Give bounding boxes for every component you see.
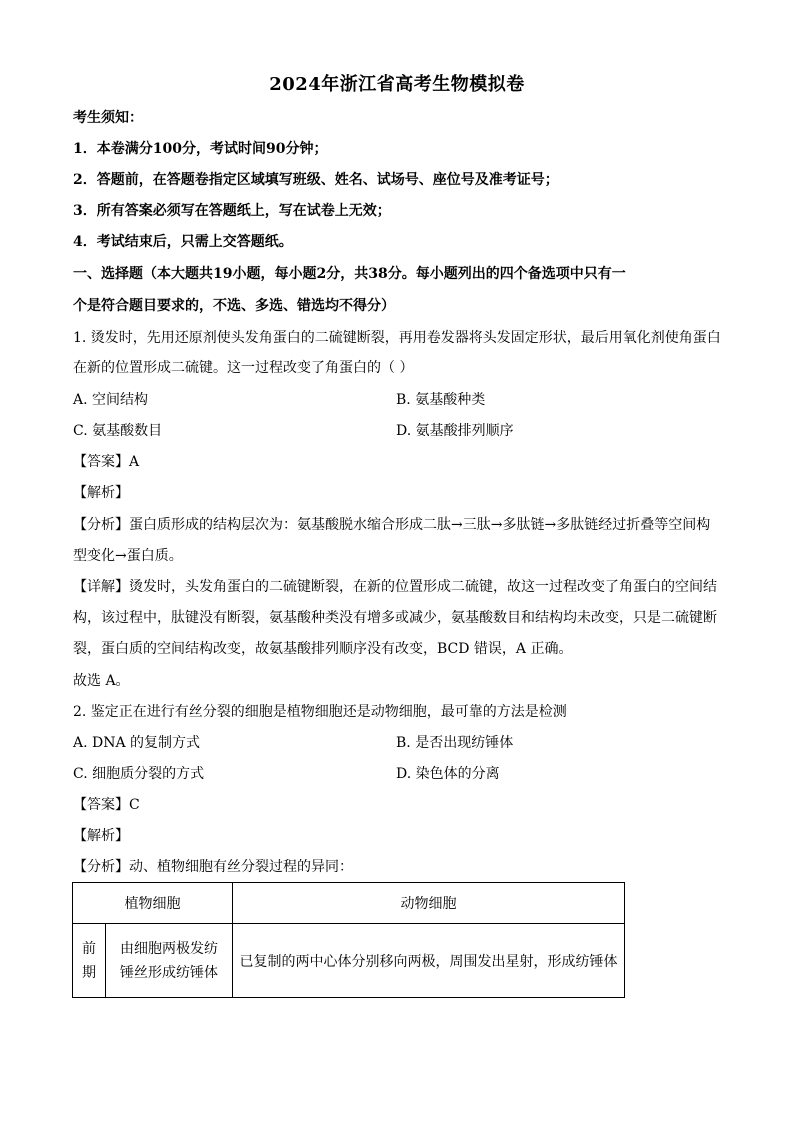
notice-item-1: 1．本卷满分100分，考试时间90分钟； — [73, 141, 328, 157]
plant-line-1: 由细胞两极发纺 — [120, 940, 218, 957]
notice-item-2: 2．答题前，在答题卷指定区域填写班级、姓名、试场号、座位号及准考证号； — [73, 172, 559, 188]
plant-line-2: 锤丝形成纺锤体 — [120, 964, 218, 981]
phase-char-2: 期 — [82, 964, 96, 981]
table-header-animal: 动物细胞 — [233, 883, 625, 924]
table-header-plant: 植物细胞 — [73, 883, 233, 924]
q1-xiangjie-line-1: 【详解】烫发时，头发角蛋白的二硫键断裂，在新的位置形成二硫键，故这一过程改变了角蛋白的空间结 — [73, 579, 717, 595]
q2-stem: 2. 鉴定正在进行有丝分裂的细胞是植物细胞还是动物细胞，最可靠的方法是检测 — [73, 704, 567, 720]
q1-answer: 【答案】A — [73, 454, 140, 470]
notice-item-3: 3．所有答案必须写在答题纸上，写在试卷上无效； — [73, 203, 391, 219]
q2-options-row-1 — [73, 733, 733, 753]
table-row — [73, 924, 625, 998]
table-cell-plant — [106, 924, 233, 998]
q1-xiangjie-line-2: 构，该过程中，肽键没有断裂，氨基酸种类没有增多或减少，氨基酸数目和结构均未改变，只是二硫键断 — [73, 610, 717, 626]
mitosis-comparison-table — [72, 882, 625, 998]
table-cell-animal: 已复制的两中心体分别移向两极，周围发出星射，形成纺锤体 — [233, 924, 625, 998]
section-heading-line-1: 一、选择题（本大题共19小题，每小题2分，共38分。每小题列出的四个备选项中只有一 — [73, 266, 626, 282]
q2-answer: 【答案】C — [73, 797, 140, 813]
q1-option-a: A. 空间结构 — [73, 392, 149, 408]
q1-option-c: C. 氨基酸数目 — [73, 423, 163, 439]
phase-char-1: 前 — [82, 940, 96, 957]
q1-option-b: B. 氨基酸种类 — [396, 392, 486, 408]
table-cell-phase — [73, 924, 106, 998]
q1-options-row-2 — [73, 421, 733, 441]
q1-analysis-label: 【解析】 — [73, 485, 129, 501]
q1-option-d: D. 氨基酸排列顺序 — [396, 423, 514, 439]
notice-heading: 考生须知： — [73, 110, 143, 126]
table-header-row — [73, 883, 625, 924]
q2-analysis-label: 【解析】 — [73, 828, 129, 844]
q2-option-b: B. 是否出现纺锤体 — [396, 735, 514, 751]
q1-stem-line-1: 1. 烫发时，先用还原剂使头发角蛋白的二硫键断裂，再用卷发器将头发固定形状，最后用氧化剂使角蛋白 — [73, 330, 721, 346]
q1-xiangjie-line-3: 裂，蛋白质的空间结构改变，故氨基酸排列顺序没有改变，BCD 错误，A 正确。 — [73, 641, 573, 657]
q1-fenxi-line-2: 型变化→蛋白质。 — [73, 548, 183, 564]
page-title: 2024年浙江省高考生物模拟卷 — [269, 74, 525, 95]
q1-conclusion: 故选 A。 — [73, 673, 130, 689]
q1-stem-line-2: 在新的位置形成二硫键。这一过程改变了角蛋白的（ ） — [73, 360, 414, 376]
q1-fenxi-line-1: 【分析】蛋白质形成的结构层次为：氨基酸脱水缩合形成二肽→三肽→多肽链→多肽链经过折叠等空间构 — [73, 517, 711, 533]
q2-options-row-2 — [73, 764, 733, 784]
q2-fenxi: 【分析】动、植物细胞有丝分裂过程的异同： — [73, 859, 353, 875]
q2-option-a: A. DNA 的复制方式 — [73, 735, 201, 751]
q2-option-d: D. 染色体的分离 — [396, 766, 500, 782]
notice-item-4: 4．考试结束后，只需上交答题纸。 — [73, 234, 293, 250]
q1-options-row-1 — [73, 390, 733, 410]
section-heading-line-2: 个是符合题目要求的，不选、多选、错选均不得分） — [73, 298, 395, 314]
q2-option-c: C. 细胞质分裂的方式 — [73, 766, 205, 782]
